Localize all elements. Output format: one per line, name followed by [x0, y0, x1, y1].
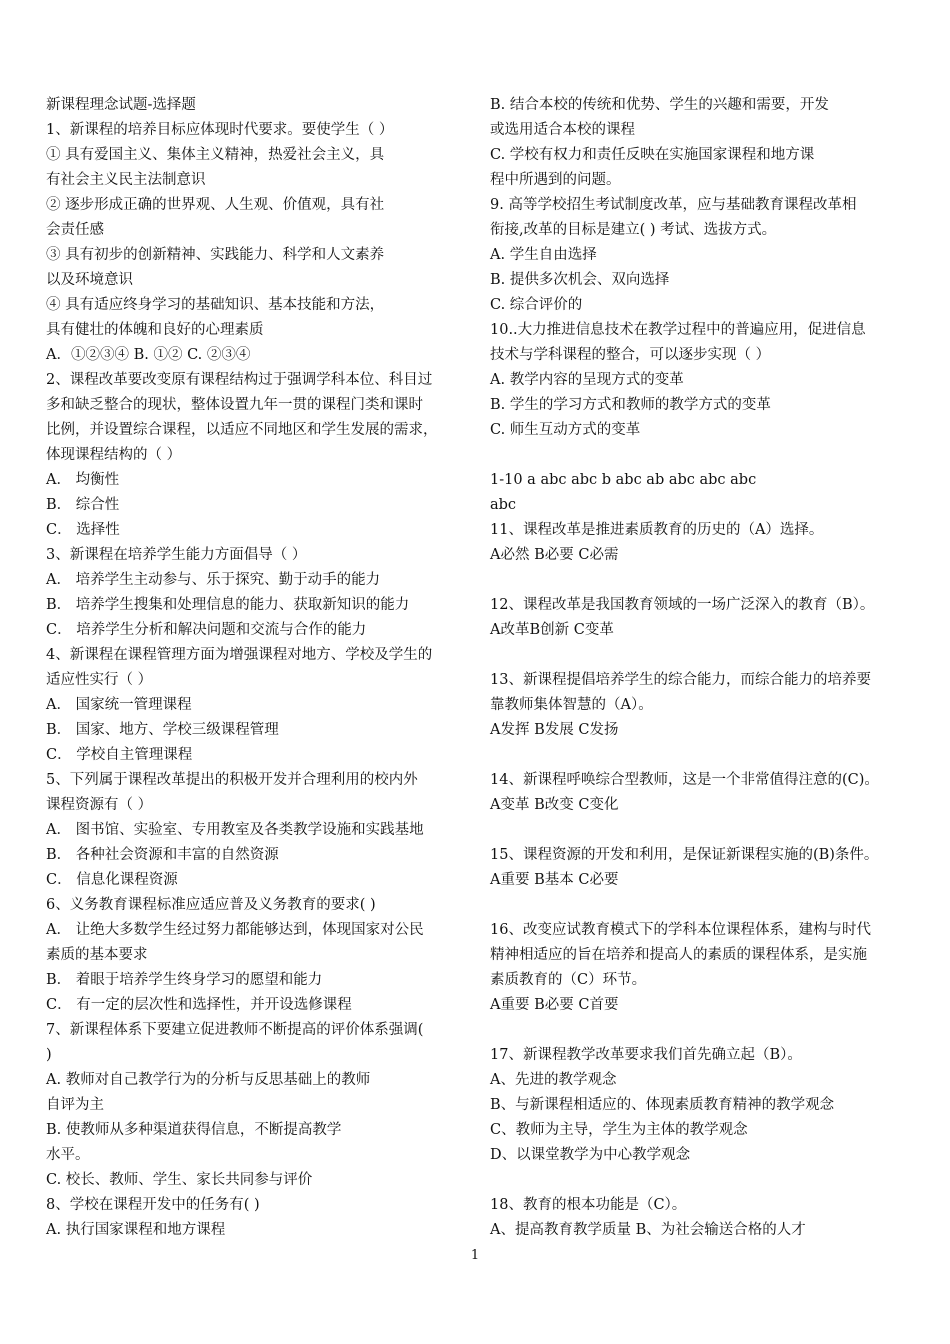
text-line: C． 信息化课程资源 — [46, 872, 178, 888]
page-number: 1 — [470, 1248, 480, 1263]
text-line: 1-10 a abc abc b abc ab abc abc abc — [490, 472, 757, 488]
text-line: 技术与学科课程的整合，可以逐步实现（ ） — [490, 347, 771, 363]
text-line: 程中所遇到的问题。 — [490, 172, 621, 188]
text-line: 13、新课程提倡培养学生的综合能力，而综合能力的培养要 — [490, 672, 871, 688]
text-line: B、与新课程相适应的、体现素质教育精神的教学观念 — [490, 1097, 835, 1113]
left-column — [46, 93, 466, 1243]
text-line: ) — [46, 1047, 52, 1063]
text-line: B． 综合性 — [46, 497, 120, 513]
text-line: 精神相适应的旨在培养和提高人的素质的课程体系，是实施 — [490, 947, 867, 963]
text-line: C． 学校自主管理课程 — [46, 747, 193, 763]
blank-line — [490, 443, 910, 468]
text-line: 6、义务教育课程标准应适应普及义务教育的要求( ) — [46, 897, 376, 913]
text-line: 7、新课程体系下要建立促进教师不断提高的评价体系强调( — [46, 1022, 424, 1038]
text-line: 5、下列属于课程改革提出的积极开发并合理利用的校内外 — [46, 772, 418, 788]
blank-line — [490, 818, 910, 843]
blank-line — [490, 1168, 910, 1193]
text-line: B． 着眼于培养学生终身学习的愿望和能力 — [46, 972, 323, 988]
text-line: 素质教育的（C）环节。 — [490, 972, 647, 988]
text-line: A. 教师对自己教学行为的分析与反思基础上的教师 — [46, 1072, 371, 1088]
text-line: A． 培养学生主动参与、乐于探究、勤于动手的能力 — [46, 572, 381, 588]
text-line: A． 让绝大多数学生经过努力都能够达到，体现国家对公民 — [46, 922, 424, 938]
text-line: A. 执行国家课程和地方课程 — [46, 1222, 226, 1238]
text-line: 新课程理念试题-选择题 — [46, 97, 196, 113]
text-line: A发挥 B发展 C发扬 — [490, 722, 619, 738]
blank-line — [490, 1018, 910, 1043]
blank-line — [490, 568, 910, 593]
text-line: C. 校长、教师、学生、家长共同参与评价 — [46, 1172, 313, 1188]
text-line: 自评为主 — [46, 1097, 104, 1113]
text-line: ① 具有爱国主义、集体主义精神，热爱社会主义，具 — [46, 147, 385, 163]
text-line: 比例，并设置综合课程，以适应不同地区和学生发展的需求， — [46, 422, 438, 438]
text-line: 9. 高等学校招生考试制度改革，应与基础教育课程改革相 — [490, 197, 857, 213]
text-line: C. 学校有权力和责任反映在实施国家课程和地方课 — [490, 147, 815, 163]
text-line: ③ 具有初步的创新精神、实践能力、科学和人文素养 — [46, 247, 385, 263]
text-line: 有社会主义民主法制意识 — [46, 172, 206, 188]
text-line: A重要 B基本 C必要 — [490, 872, 619, 888]
text-line: 以及环境意识 — [46, 272, 133, 288]
text-line: 14、新课程呼唤综合型教师，这是一个非常值得注意的(C)。 — [490, 772, 879, 788]
text-line: D、以课堂教学为中心教学观念 — [490, 1147, 691, 1163]
text-line: ② 逐步形成正确的世界观、人生观、价值观，具有社 — [46, 197, 385, 213]
text-line: C、教师为主导，学生为主体的教学观念 — [490, 1122, 748, 1138]
text-line: 15、课程资源的开发和利用，是保证新课程实施的(B)条件。 — [490, 847, 879, 863]
text-line: B． 各种社会资源和丰富的自然资源 — [46, 847, 279, 863]
text-line: A. 学生自由选择 — [490, 247, 597, 263]
text-line: B. 提供多次机会、双向选择 — [490, 272, 670, 288]
blank-line — [490, 893, 910, 918]
text-line: A、先进的教学观念 — [490, 1072, 617, 1088]
text-line: A． 国家统一管理课程 — [46, 697, 192, 713]
text-line: 课程资源有（ ） — [46, 797, 153, 813]
text-line: 16、改变应试教育模式下的学科本位课程体系，建构与时代 — [490, 922, 871, 938]
text-line: 12、课程改革是我国教育领域的一场广泛深入的教育（B）。 — [490, 597, 875, 613]
text-line: 衔接,改革的目标是建立( ) 考试、选拔方式。 — [490, 222, 777, 238]
text-line: A. 教学内容的呈现方式的变革 — [490, 372, 684, 388]
text-line: 2、课程改革要改变原有课程结构过于强调学科本位、科目过 — [46, 372, 433, 388]
text-line: 具有健壮的体魄和良好的心理素质 — [46, 322, 264, 338]
text-line: C. 综合评价的 — [490, 297, 583, 313]
text-line: 或选用适合本校的课程 — [490, 122, 635, 138]
text-line: 11、课程改革是推进素质教育的历史的（A）选择。 — [490, 522, 824, 538]
text-line: A重要 B必要 C首要 — [490, 997, 619, 1013]
text-line: abc — [490, 497, 517, 513]
text-line: A． 图书馆、实验室、专用教室及各类教学设施和实践基地 — [46, 822, 424, 838]
blank-line — [490, 643, 910, 668]
text-line: 素质的基本要求 — [46, 947, 148, 963]
text-line: 多和缺乏整合的现状，整体设置九年一贯的课程门类和课时 — [46, 397, 423, 413]
text-line: B. 结合本校的传统和优势、学生的兴趣和需要，开发 — [490, 97, 829, 113]
text-line: 适应性实行（ ） — [46, 672, 153, 688]
text-line: 10..大力推进信息技术在教学过程中的普遍应用，促进信息 — [490, 322, 866, 338]
text-line: C． 培养学生分析和解决问题和交流与合作的能力 — [46, 622, 367, 638]
text-line: 4、新课程在课程管理方面为增强课程对地方、学校及学生的 — [46, 647, 433, 663]
text-line: 水平。 — [46, 1147, 90, 1163]
text-line: 17、新课程教学改革要求我们首先确立起（B）。 — [490, 1047, 802, 1063]
text-line: A． 均衡性 — [46, 472, 120, 488]
text-line: 靠教师集体智慧的（A）。 — [490, 697, 653, 713]
text-line: A变革 B改变 C变化 — [490, 797, 619, 813]
text-line: 18、教育的根本功能是（C）。 — [490, 1197, 687, 1213]
blank-line — [490, 743, 910, 768]
text-line: C. 师生互动方式的变革 — [490, 422, 641, 438]
text-line: A．①②③④ B. ①② C. ②③④ — [46, 347, 251, 363]
text-line: A、提高教育教学质量 B、为社会输送合格的人才 — [490, 1222, 806, 1238]
right-column — [490, 93, 910, 1243]
text-line: 1、新课程的培养目标应体现时代要求。要使学生（ ） — [46, 122, 394, 138]
text-line: 体现课程结构的（ ） — [46, 447, 182, 463]
text-line: A必然 B必要 C必需 — [490, 547, 619, 563]
text-line: B． 国家、地方、学校三级课程管理 — [46, 722, 279, 738]
text-line: C． 选择性 — [46, 522, 120, 538]
text-line: B. 学生的学习方式和教师的教学方式的变革 — [490, 397, 771, 413]
text-line: B． 培养学生搜集和处理信息的能力、获取新知识的能力 — [46, 597, 410, 613]
text-line: ④ 具有适应终身学习的基础知识、基本技能和方法， — [46, 297, 385, 313]
text-line: 会责任感 — [46, 222, 104, 238]
text-line: A改革B创新 C变革 — [490, 622, 614, 638]
text-line: 8、学校在课程开发中的任务有( ) — [46, 1197, 260, 1213]
text-line: 3、新课程在培养学生能力方面倡导（ ） — [46, 547, 307, 563]
text-line: C． 有一定的层次性和选择性，并开设选修课程 — [46, 997, 352, 1013]
text-line: B. 使教师从多种渠道获得信息，不断提高教学 — [46, 1122, 342, 1138]
